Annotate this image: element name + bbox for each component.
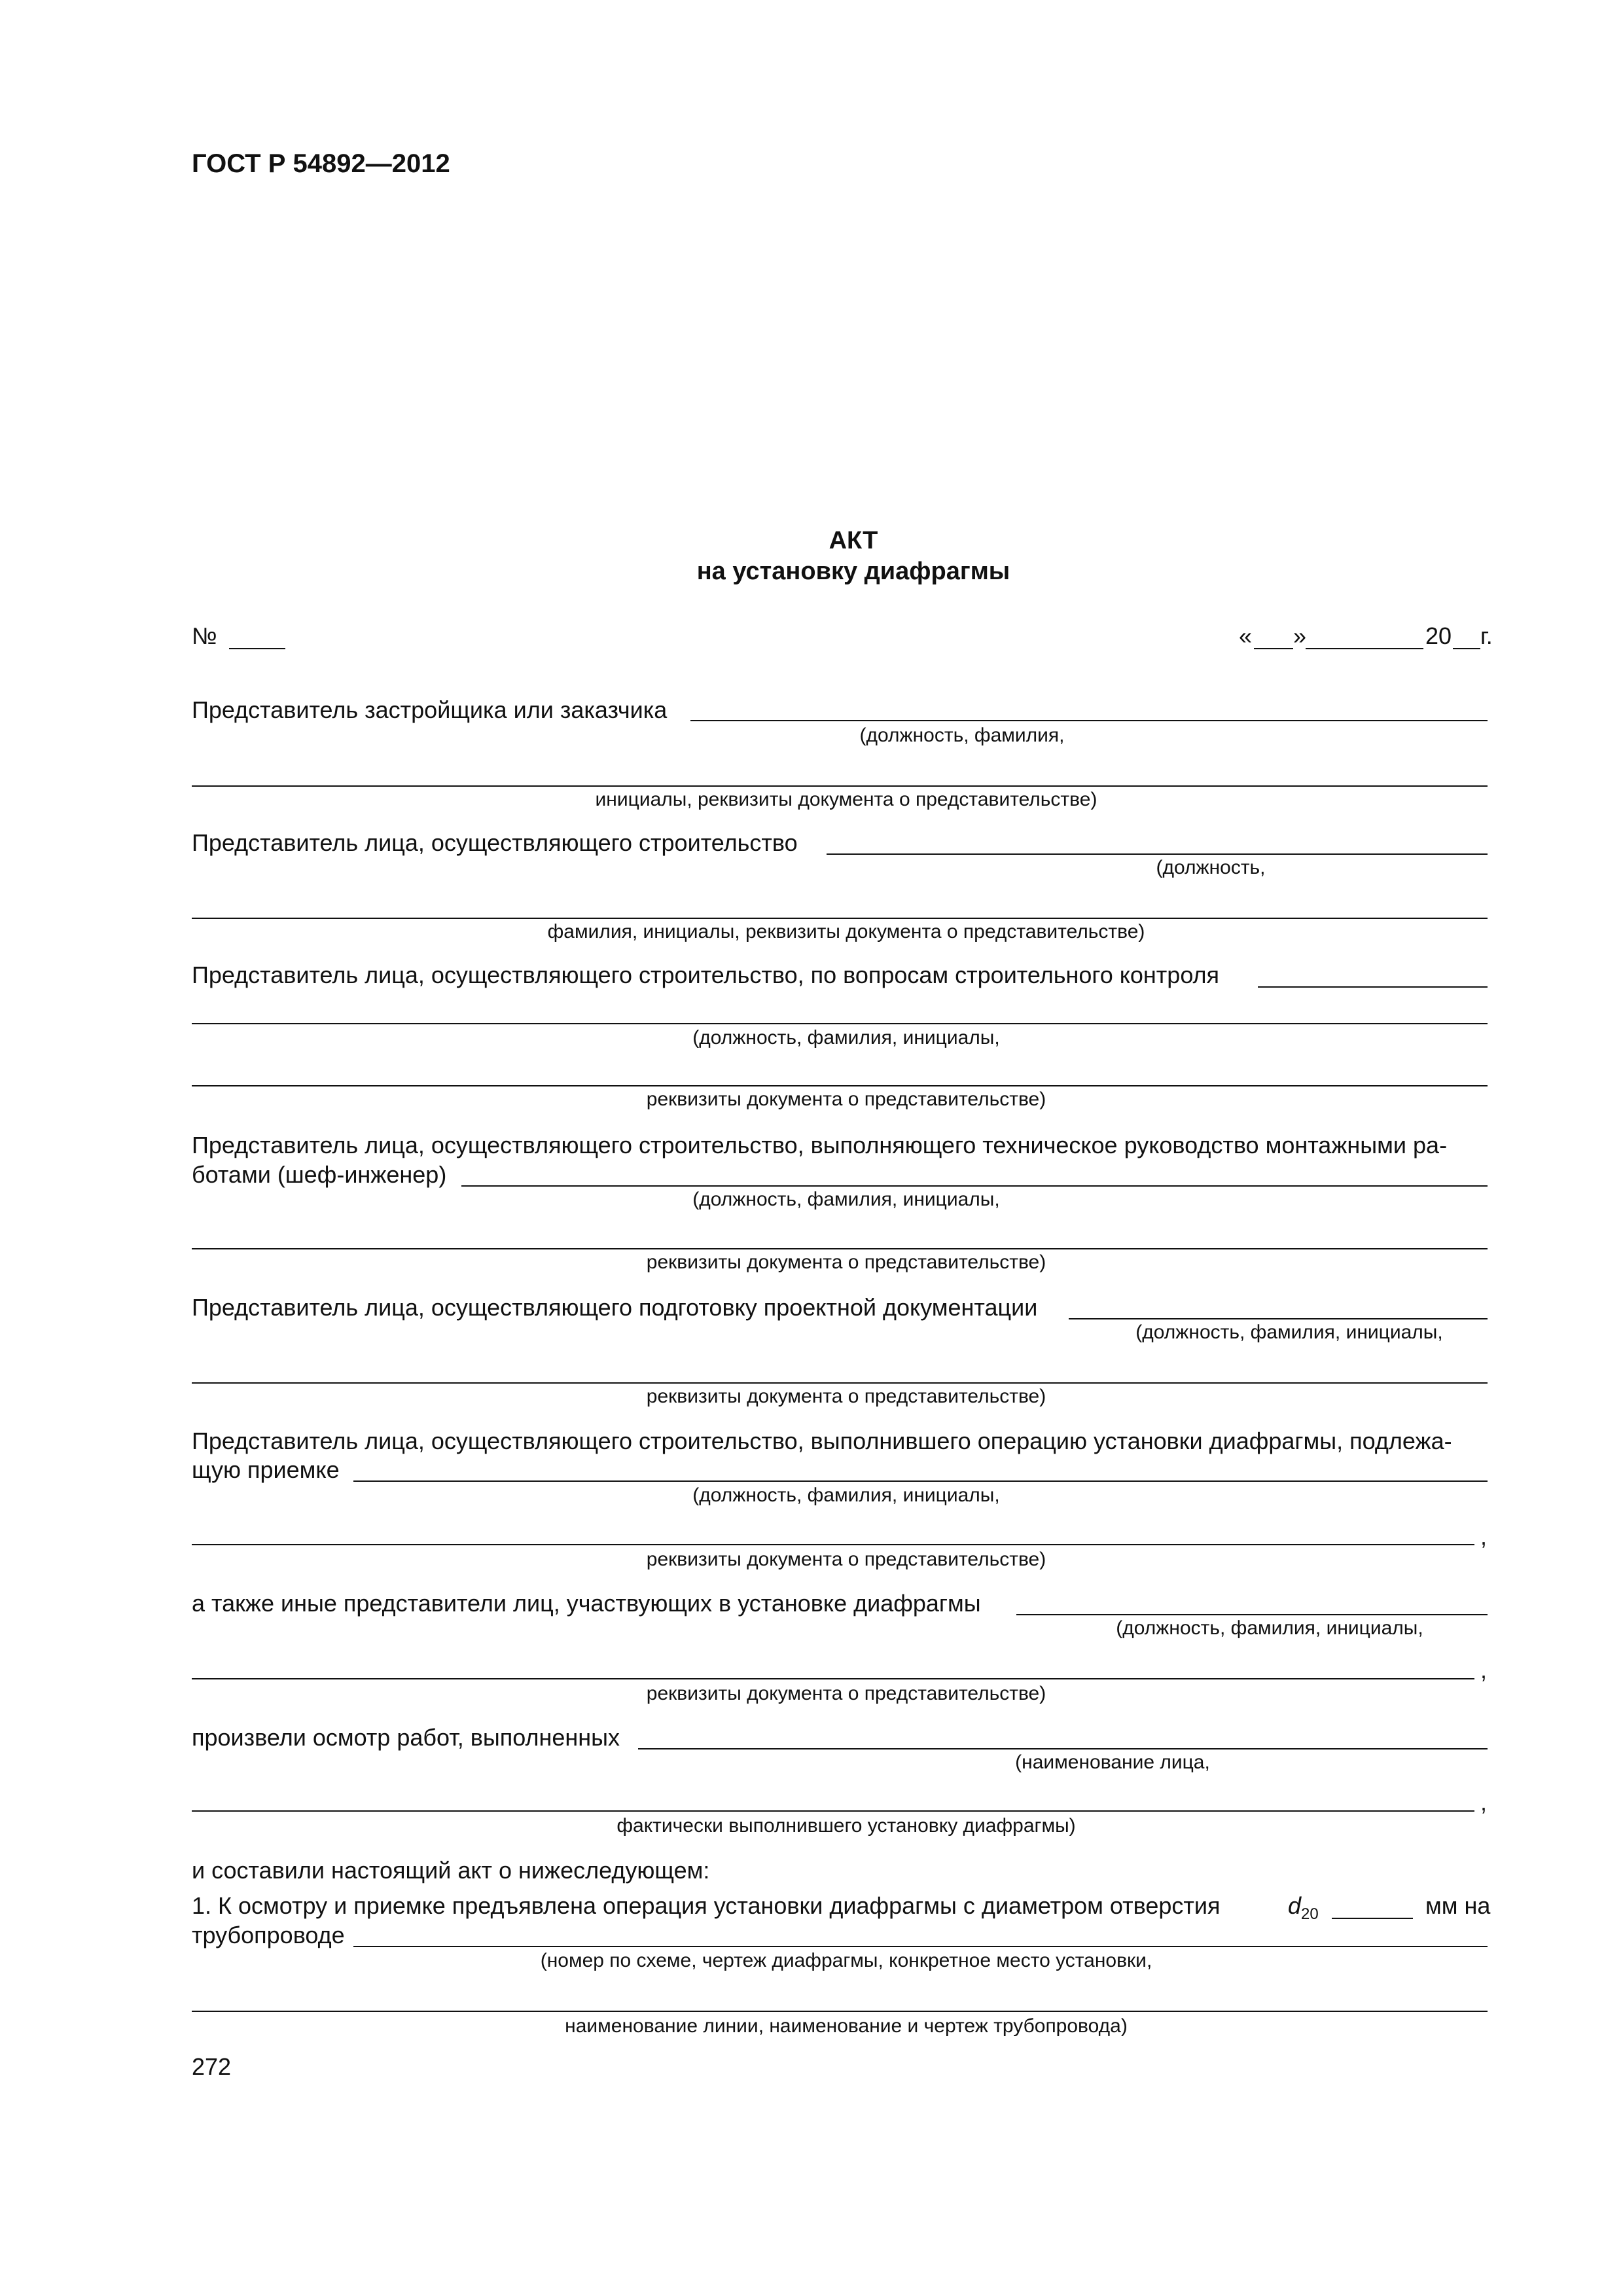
diameter-field[interactable] [1332, 1918, 1413, 1919]
field-caption: (должность, фамилия, инициалы, [692, 1189, 1000, 1210]
chief-engineer-field-2[interactable] [192, 1248, 1488, 1249]
number-field[interactable] [229, 648, 285, 649]
field-caption: (номер по схеме, чертеж диафрагмы, конкретное место установки, [540, 1950, 1152, 1971]
date-year-prefix: 20 [1425, 622, 1452, 649]
installer-representative-field[interactable] [353, 1480, 1488, 1482]
date-year-field[interactable] [1453, 648, 1480, 649]
builder-representative-label: Представитель лица, осуществляющего строительство [192, 829, 798, 856]
chief-engineer-label-line1: Представитель лица, осуществляющего строительство, выполняющего техническое руководство монтажными ра- [192, 1132, 1448, 1158]
chief-engineer-label-line2: ботами (шеф-инженер) [192, 1161, 447, 1188]
design-representative-label: Представитель лица, осуществляющего подготовку проектной документации [192, 1294, 1038, 1321]
date-close-quote: » [1293, 622, 1307, 649]
date-month-field[interactable] [1306, 648, 1423, 649]
builder-representative-field-2[interactable] [192, 918, 1488, 919]
date-open-quote: « [1239, 622, 1253, 649]
pipeline-field[interactable] [353, 1946, 1488, 1947]
installer-representative-label-line2: щую приемке [192, 1456, 340, 1483]
pipeline-label: трубопроводе [192, 1922, 345, 1948]
field-caption: (должность, фамилия, [859, 725, 1065, 746]
other-representatives-field[interactable] [1016, 1614, 1488, 1615]
developer-representative-field-2[interactable] [192, 785, 1488, 787]
field-caption: (наименование лица, [1015, 1751, 1210, 1773]
installer-representative-field-2[interactable] [192, 1544, 1474, 1545]
design-representative-field[interactable] [1069, 1318, 1488, 1319]
field-caption: наименование линии, наименование и чертеж трубопровода) [565, 2015, 1128, 2037]
field-caption: реквизиты документа о представительстве) [646, 1549, 1046, 1570]
chief-engineer-field[interactable] [461, 1185, 1488, 1187]
page-number: 272 [192, 2053, 232, 2080]
construction-control-field[interactable] [1258, 986, 1488, 988]
item1-text: 1. К осмотру и приемке предъявлена операция установки диафрагмы с диаметром отверстия [192, 1892, 1221, 1919]
inspection-field[interactable] [638, 1748, 1488, 1749]
date-day-field[interactable] [1254, 648, 1293, 649]
field-caption: реквизиты документа о представительстве) [646, 1251, 1046, 1273]
standard-header: ГОСТ Р 54892—2012 [192, 149, 450, 178]
field-caption: фамилия, инициалы, реквизиты документа о представительстве) [547, 921, 1145, 942]
comma: , [1480, 1789, 1488, 1816]
other-representatives-field-2[interactable] [192, 1678, 1474, 1679]
design-representative-field-2[interactable] [192, 1382, 1488, 1384]
field-caption: (должность, фамилия, инициалы, [692, 1027, 1000, 1049]
inspection-field-2[interactable] [192, 1810, 1474, 1812]
field-caption: реквизиты документа о представительстве) [646, 1088, 1046, 1110]
field-caption: (должность, [1156, 857, 1266, 878]
construction-control-label: Представитель лица, осуществляющего строительство, по вопросам строительного контроля [192, 961, 1220, 988]
field-caption: фактически выполнившего установку диафрагмы) [616, 1815, 1076, 1837]
installer-representative-label-line1: Представитель лица, осуществляющего строительство, выполнившего операцию установки диафрагмы, подлежа- [192, 1427, 1452, 1454]
construction-control-field-2[interactable] [192, 1023, 1488, 1024]
developer-representative-field[interactable] [690, 720, 1488, 721]
comma: , [1480, 1523, 1488, 1550]
number-label: № [192, 622, 217, 649]
field-caption: инициалы, реквизиты документа о представительстве) [595, 789, 1097, 810]
act-title: АКТ [829, 527, 878, 554]
field-caption: (должность, фамилия, инициалы, [1135, 1321, 1443, 1343]
builder-representative-field[interactable] [827, 853, 1488, 855]
act-subtitle: на установку диафрагмы [696, 558, 1010, 585]
field-caption: (должность, фамилия, инициалы, [1116, 1617, 1423, 1639]
diameter-symbol: $d_{20}$ [1288, 1892, 1319, 1923]
item1-unit: мм на [1425, 1892, 1491, 1919]
field-caption: реквизиты документа о представительстве) [646, 1683, 1046, 1704]
developer-representative-label: Представитель застройщика или заказчика [192, 696, 668, 723]
inspection-label: произвели осмотр работ, выполненных [192, 1724, 620, 1751]
field-caption: реквизиты документа о представительстве) [646, 1386, 1046, 1407]
intro-text: и составили настоящий акт о нижеследующем: [192, 1857, 710, 1884]
construction-control-field-3[interactable] [192, 1085, 1488, 1086]
comma: , [1480, 1657, 1488, 1683]
field-caption: (должность, фамилия, инициалы, [692, 1484, 1000, 1506]
other-representatives-label: а также иные представители лиц, участвующих в установке диафрагмы [192, 1590, 981, 1617]
date-year-suffix: г. [1480, 622, 1493, 649]
pipeline-field-2[interactable] [192, 2011, 1488, 2012]
